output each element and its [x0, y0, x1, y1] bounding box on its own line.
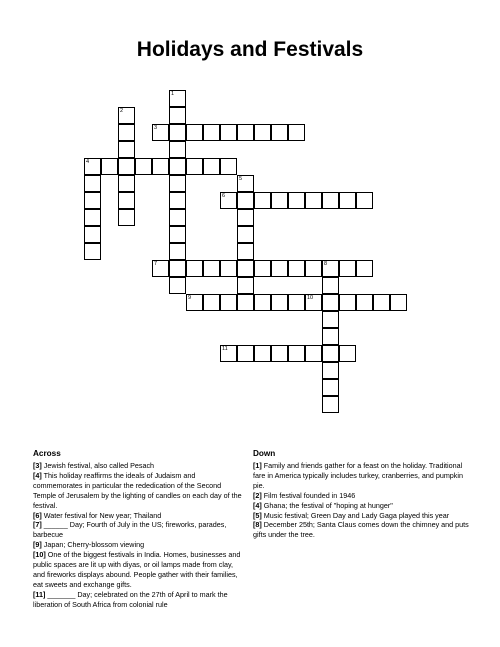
- crossword-cell[interactable]: [220, 260, 237, 277]
- across-clue-text: One of the biggest festivals in India. Homes, businesses and public spaces are lit up with diyas, or oil lamps made from clay, and fireworks displays abound. People gather with their families, eat sweets and exchange gifts.: [33, 550, 241, 589]
- down-clue-text: Film festival founded in 1946: [261, 490, 356, 500]
- crossword-cell[interactable]: [322, 379, 339, 396]
- crossword-cell[interactable]: [203, 294, 220, 311]
- crossword-cell[interactable]: [288, 260, 305, 277]
- crossword-cell[interactable]: [203, 124, 220, 141]
- down-clue-text: Ghana; the festival of "hoping at hunger": [261, 500, 393, 510]
- crossword-cell[interactable]: [356, 294, 373, 311]
- crossword-cell[interactable]: [169, 209, 186, 226]
- crossword-cell[interactable]: [169, 260, 186, 277]
- crossword-cell[interactable]: [305, 345, 322, 362]
- crossword-cell[interactable]: [322, 345, 339, 362]
- crossword-cell[interactable]: [288, 294, 305, 311]
- across-clue-number: [11]: [33, 589, 46, 599]
- crossword-cell[interactable]: [152, 158, 169, 175]
- crossword-cell[interactable]: [186, 260, 203, 277]
- crossword-cell[interactable]: [186, 294, 203, 311]
- across-clue: [33, 550, 243, 590]
- cell-number: 2: [120, 108, 124, 114]
- down-clues: [253, 449, 471, 540]
- crossword-cell[interactable]: [118, 192, 135, 209]
- crossword-cell[interactable]: [322, 192, 339, 209]
- crossword-cell[interactable]: [118, 124, 135, 141]
- crossword-cell[interactable]: [322, 260, 339, 277]
- crossword-cell[interactable]: [84, 192, 101, 209]
- crossword-cell[interactable]: [169, 192, 186, 209]
- down-clue-number: [1]: [253, 461, 262, 470]
- across-clue-number: [6]: [33, 510, 42, 520]
- puzzle-title: Holidays and Festivals: [136, 38, 364, 61]
- crossword-cell[interactable]: [237, 209, 254, 226]
- cell-number: 3: [154, 125, 158, 131]
- crossword-cell[interactable]: [169, 226, 186, 243]
- crossword-cell[interactable]: [254, 294, 271, 311]
- crossword-cell[interactable]: [271, 294, 288, 311]
- crossword-cell[interactable]: [271, 345, 288, 362]
- crossword-cell[interactable]: [118, 175, 135, 192]
- crossword-cell[interactable]: [305, 294, 322, 311]
- crossword-cell[interactable]: [373, 294, 390, 311]
- down-heading: Down: [253, 449, 276, 458]
- crossword-cell[interactable]: [169, 90, 186, 107]
- down-clue-number: [4]: [253, 500, 262, 510]
- crossword-cell[interactable]: [118, 209, 135, 226]
- crossword-cell[interactable]: [84, 243, 101, 260]
- crossword-cell[interactable]: [254, 260, 271, 277]
- crossword-cell[interactable]: [322, 328, 339, 345]
- across-heading: Across: [33, 449, 61, 458]
- across-clue-number: [9]: [33, 540, 42, 550]
- across-clue-text: _______ Day; celebrated on the 27th of April to mark the liberation of South Africa from colonial rule: [33, 589, 228, 609]
- crossword-cell[interactable]: [186, 158, 203, 175]
- crossword-cell[interactable]: [84, 226, 101, 243]
- crossword-cell[interactable]: [237, 124, 254, 141]
- crossword-cell[interactable]: [322, 294, 339, 311]
- crossword-cell[interactable]: [220, 345, 237, 362]
- down-clue-number: [5]: [253, 510, 262, 520]
- crossword-cell[interactable]: [152, 124, 169, 141]
- crossword-cell[interactable]: [390, 294, 407, 311]
- crossword-cell[interactable]: [237, 192, 254, 209]
- down-clue-text: December 25th; Santa Claus comes down the chimney and puts gifts under the tree.: [253, 520, 469, 540]
- down-clue-text: Family and friends gather for a feast on the holiday. Traditional fare in America typically includes turkey, cranberries, and pumpkin pie.: [253, 461, 463, 490]
- crossword-cell[interactable]: [169, 175, 186, 192]
- cell-number: 11: [222, 346, 228, 352]
- crossword-cell[interactable]: [339, 294, 356, 311]
- across-clue-number: [7]: [33, 520, 42, 530]
- crossword-cell[interactable]: [237, 260, 254, 277]
- crossword-cell[interactable]: [237, 277, 254, 294]
- crossword-cell[interactable]: [254, 192, 271, 209]
- across-clue-text: Jewish festival, also called Pesach: [41, 461, 155, 470]
- crossword-cell[interactable]: [169, 124, 186, 141]
- cell-number: 4: [86, 159, 90, 165]
- crossword-cell[interactable]: [118, 107, 135, 124]
- crossword-cell[interactable]: [135, 158, 152, 175]
- down-clue: [253, 501, 471, 511]
- crossword-cell[interactable]: [254, 124, 271, 141]
- crossword-cell[interactable]: [254, 345, 271, 362]
- crossword-cell[interactable]: [271, 124, 288, 141]
- crossword-cell[interactable]: [288, 192, 305, 209]
- crossword-cell[interactable]: [203, 260, 220, 277]
- cell-number: 8: [324, 261, 328, 267]
- crossword-cell[interactable]: [203, 158, 220, 175]
- crossword-cell[interactable]: [271, 192, 288, 209]
- crossword-cell[interactable]: [84, 158, 101, 175]
- across-clue-number: [3]: [33, 461, 42, 470]
- crossword-cell[interactable]: [169, 158, 186, 175]
- crossword-cell[interactable]: [118, 141, 135, 158]
- crossword-cell[interactable]: [322, 396, 339, 413]
- down-clue: [253, 520, 471, 540]
- crossword-cell[interactable]: [220, 158, 237, 175]
- across-clue: [33, 520, 243, 540]
- crossword-cell[interactable]: [186, 124, 203, 141]
- crossword-cell[interactable]: [322, 362, 339, 379]
- crossword-cell[interactable]: [169, 243, 186, 260]
- across-clue: [33, 540, 243, 550]
- crossword-cell[interactable]: [237, 243, 254, 260]
- across-clue-number: [10]: [33, 550, 46, 560]
- cell-number: 10: [307, 295, 314, 301]
- crossword-cell[interactable]: [339, 345, 356, 362]
- cell-number: 9: [188, 295, 192, 301]
- crossword-cell[interactable]: [288, 124, 305, 141]
- across-clue-text: ______ Day; Fourth of July in the US; fireworks, parades, barbecue: [33, 520, 227, 540]
- crossword-cell[interactable]: [356, 260, 373, 277]
- crossword-cell[interactable]: [237, 345, 254, 362]
- across-clue: [33, 590, 243, 610]
- crossword-cell[interactable]: [356, 192, 373, 209]
- down-clue-number: [8]: [253, 520, 262, 530]
- across-clue-text: Japan; Cherry-blossom viewing: [41, 540, 145, 550]
- crossword-cell[interactable]: [118, 158, 135, 175]
- crossword-cell[interactable]: [322, 311, 339, 328]
- crossword-cell[interactable]: [305, 260, 322, 277]
- crossword-cell[interactable]: [237, 175, 254, 192]
- across-clue: [33, 511, 243, 521]
- down-clue-number: [2]: [253, 490, 262, 500]
- crossword-cell[interactable]: [169, 107, 186, 124]
- cell-number: 6: [222, 193, 226, 199]
- down-clue: [253, 511, 471, 521]
- crossword-cell[interactable]: [322, 277, 339, 294]
- across-clue: [33, 471, 243, 511]
- crossword-cell[interactable]: [220, 124, 237, 141]
- across-clue-text: Water festival for New year; Thailand: [41, 510, 162, 520]
- cell-number: 1: [171, 91, 175, 97]
- crossword-cell[interactable]: [305, 192, 322, 209]
- crossword-cell[interactable]: [339, 260, 356, 277]
- crossword-cell[interactable]: [288, 345, 305, 362]
- crossword-cell[interactable]: [84, 209, 101, 226]
- crossword-cell[interactable]: [271, 260, 288, 277]
- crossword-cell[interactable]: [169, 141, 186, 158]
- cell-number: 7: [154, 261, 158, 267]
- across-clue-number: [4]: [33, 470, 42, 480]
- crossword-cell[interactable]: [84, 175, 101, 192]
- across-clues: [33, 449, 243, 610]
- across-clue-text: This holiday reaffirms the ideals of Judaism and commemorates in particular the rededication of the Second Temple of Jerusalem by the lighting of candles on each day of the festival.: [33, 470, 242, 510]
- down-clue: [253, 461, 471, 491]
- crossword-cell[interactable]: [237, 294, 254, 311]
- crossword-cell[interactable]: [169, 277, 186, 294]
- crossword-cell[interactable]: [339, 192, 356, 209]
- crossword-cell[interactable]: [237, 226, 254, 243]
- crossword-cell[interactable]: [220, 192, 237, 209]
- crossword-cell[interactable]: [152, 260, 169, 277]
- down-clue: [253, 491, 471, 501]
- crossword-cell[interactable]: [101, 158, 118, 175]
- crossword-cell[interactable]: [220, 294, 237, 311]
- across-clue: [33, 461, 243, 471]
- cell-number: 5: [239, 176, 243, 182]
- down-clue-text: Music festival; Green Day and Lady Gaga played this year: [261, 510, 450, 520]
